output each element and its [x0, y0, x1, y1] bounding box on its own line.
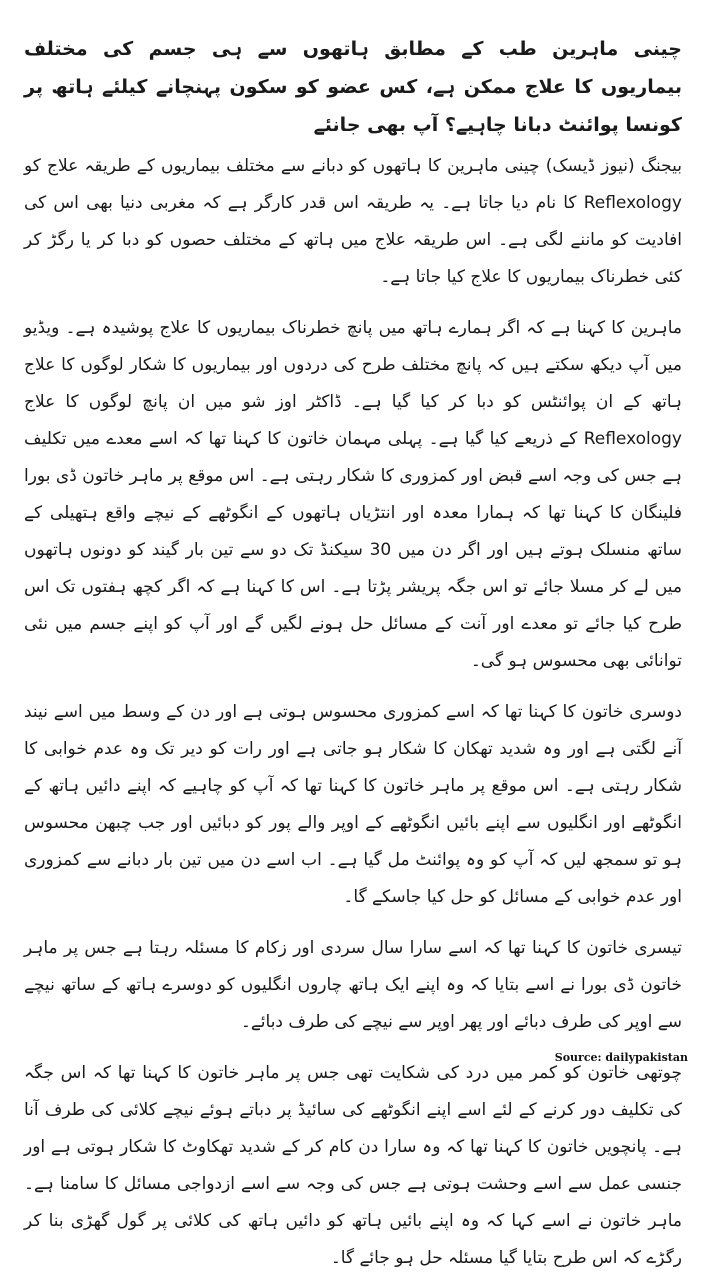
article-heading: چینی ماہرین طب کے مطابق ہاتھوں سے ہی جسم کی مختلف بیماریوں کا علاج ممکن ہے، کس عضو کو سکون پہنچانے کیلئے ہاتھ پر کونسا پوائنٹ دبانا چاہیے؟ آپ بھی جانئے — [24, 38, 682, 136]
source-credit: Source: dailypakistan — [554, 1051, 688, 1064]
article-paragraph-second-woman: دوسری خاتون کا کہنا تھا کہ اسے کمزوری محسوس ہوتی ہے اور دن کے وسط میں اسے نیند آنے لگتی ہے اور وہ شدید تھکان کا شکار ہو جاتی ہے اور رات کو دیر تک وہ عدم خوابی کا شکار رہتی ہے۔ اس موقع پر ماہر خاتون کا کہنا تھا کہ آپ کو چاہیے کہ اپنے دائیں ہاتھ کے انگوٹھے اور انگلیوں سے اپنے بائیں انگوٹھے کے اوپر والے پور کو دبائیں اور جب چبھن محسوس ہو تو سمجھ لیں کہ آپ کو وہ پوائنٹ مل گیا ہے۔ اب اسے دن میں تین بار دبانے سے کمزوری اور عدم خوابی کے مسائل کو حل کیا جاسکے گا۔ — [24, 702, 682, 907]
article-paragraph-first-woman: ماہرین کا کہنا ہے کہ اگر ہمارے ہاتھ میں پانچ خطرناک بیماریوں کا علاج پوشیدہ ہے۔ ویڈیو میں آپ دیکھ سکتے ہیں کہ پانچ مختلف طرح کی دردوں اور بیماریوں کا شکار لوگوں کا علاج ہاتھ کے ان پوائنٹس کو دبا کر کیا گیا ہے۔ ڈاکٹر اوز شو میں ان پانچ لوگوں کا علاج Reflexology کے ذریعے کیا گیا ہے۔ پہلی مہمان خاتون کا کہنا تھا کہ اسے معدے میں تکلیف ہے جس کی وجہ اسے قبض اور کمزوری کا شکار رہتی ہے۔ اس موقع پر ماہر خاتون ڈی بورا فلینگان کا کہنا تھا کہ ہمارا معدہ اور انتڑیاں ہاتھوں کے انگوٹھے کے نیچے واقع ہتھیلی کے ساتھ منسلک ہوتے ہیں اور اگر دن میں 30 سیکنڈ تک دو سے تین بار گیند کو دونوں ہاتھوں میں لے کر مسلا جائے تو اس جگہ پریشر پڑتا ہے۔ اس کا کہنا ہے کہ اگر کچھ ہفتوں تک اس طرح کیا جائے تو معدے اور آنت کے مسائل حل ہونے لگیں گے اور آپ کو اپنے جسم میں نئی توانائی بھی محسوس ہو گی۔ — [24, 318, 682, 671]
article-paragraph-fourth-fifth-woman: چوتھی خاتون کو کمر میں درد کی شکایت تھی جس پر ماہر خاتون کا کہنا تھا کہ اس جگہ کی تکلیف دور کرنے کے لئے اسے اپنے انگوٹھے کی سائیڈ پر دباتے ہوئے نیچے کلائی کی طرف آنا ہے۔ پانچویں خاتون کا کہنا تھا کہ وہ سارا دن کام کر کے شدید تھکاوٹ کا شکار ہوتی ہے اور جنسی عمل سے اسے وحشت ہوتی ہے جس کی وجہ سے اسے ازدواجی مسائل کا سامنا ہے۔ ماہر خاتون نے اسے کہا کہ وہ اپنے بائیں ہاتھ کو دائیں ہاتھ کی کلائی پر گول گھڑی بنا کر رگڑے کہ اس طرح بتایا گیا مسئلہ حل ہو جائے گا۔ — [24, 1063, 682, 1268]
article-paragraph-third-woman: تیسری خاتون کا کہنا تھا کہ اسے سارا سال سردی اور زکام کا مسئلہ رہتا ہے جس پر ماہر خاتون ڈی بورا نے اسے بتایا کہ وہ اپنے ایک ہاتھ چاروں انگلیوں کو دوسرے ہاتھ کے ساتھ نیچے سے اوپر کی طرف دبائے اور پھر اوپر سے نیچے کی طرف دبائے۔ — [24, 938, 682, 1032]
article-paragraph-intro: بیجنگ (نیوز ڈیسک) چینی ماہرین کا ہاتھوں کو دبانے سے مختلف بیماریوں کے طریقہ علاج کو Reflexology کا نام دیا جاتا ہے۔ یہ طریقہ اس قدر کارگر ہے کہ مغربی دنیا بھی اس کی افادیت کو ماننے لگی ہے۔ اس طریقہ علاج میں ہاتھ کے مختلف حصوں کو دبا کر یا رگڑ کر کئی خطرناک بیماریوں کا علاج کیا جاتا ہے۔ — [24, 156, 682, 287]
